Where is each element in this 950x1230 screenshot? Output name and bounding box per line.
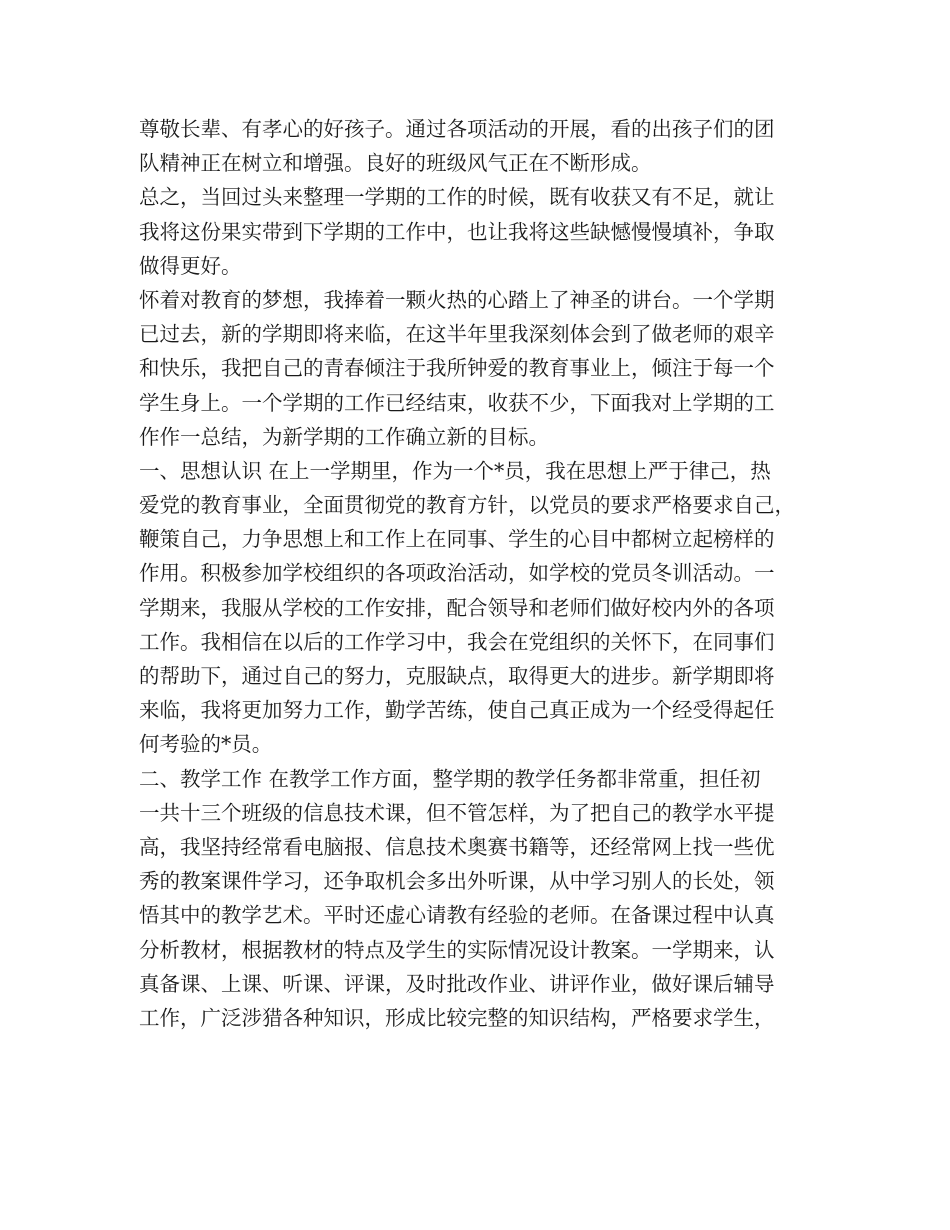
text-line: 队精神正在树立和增强。良好的班级风气正在不断形成。 <box>139 151 652 176</box>
text-line: 已过去，新的学期即将来临，在这半年里我深刻体会到了做老师的艰辛 <box>139 322 775 347</box>
text-line: 工作，广泛涉猎各种知识，形成比较完整的知识结构，严格要求学生， <box>139 1005 775 1030</box>
text-line: 鞭策自己，力争思想上和工作上在同事、学生的心目中都树立起榜样的 <box>139 527 775 552</box>
text-line: 爱党的教育事业，全面贯彻党的教育方针，以党员的要求严格要求自己， <box>139 493 795 518</box>
text-line: 高，我坚持经常看电脑报、信息技术奥赛书籍等，还经常网上找一些优 <box>139 834 775 859</box>
text-line: 的帮助下，通过自己的努力，克服缺点，取得更大的进步。新学期即将 <box>139 664 775 688</box>
text-line: 来临，我将更加努力工作，勤学苦练，使自己真正成为一个经受得起任 <box>139 698 775 723</box>
text-line: 工作。我相信在以后的工作学习中，我会在党组织的关怀下，在同事们 <box>139 629 775 654</box>
text-line: 何考验的*员。 <box>139 732 273 757</box>
text-line: 尊敬长辈、有孝心的好孩子。通过各项活动的开展，看的出孩子们的团 <box>139 117 775 141</box>
text-line: 一、思想认识 在上一学期里，作为一个*员，我在思想上严于律己，热 <box>139 458 771 483</box>
text-line: 分析教材，根据教材的特点及学生的实际情况设计教案。一学期来，认 <box>139 937 775 962</box>
text-line: 学期来，我服从学校的工作安排，配合领导和老师们做好校内外的各项 <box>139 595 775 620</box>
text-line: 做得更好。 <box>139 253 242 278</box>
text-line: 和快乐，我把自己的青春倾注于我所钟爱的教育事业上，倾注于每一个 <box>139 356 775 381</box>
text-line: 一共十三个班级的信息技术课，但不管怎样，为了把自己的教学水平提 <box>139 800 775 825</box>
text-line: 作用。积极参加学校组织的各项政治活动，如学校的党员冬训活动。一 <box>139 561 775 586</box>
text-line: 秀的教案课件学习，还争取机会多出外听课，从中学习别人的长处，领 <box>139 869 775 894</box>
body-text <box>139 112 829 1035</box>
text-line: 学生身上。一个学期的工作已经结束，收获不少，下面我对上学期的工 <box>139 390 775 415</box>
text-line: 我将这份果实带到下学期的工作中，也让我将这些缺憾慢慢填补，争取 <box>139 219 775 244</box>
text-line: 悟其中的教学艺术。平时还虚心请教有经验的老师。在备课过程中认真 <box>139 903 775 928</box>
text-line: 作作一总结，为新学期的工作确立新的目标。 <box>139 424 549 449</box>
text-line: 真备课、上课、听课、评课，及时批改作业、讲评作业，做好课后辅导 <box>139 971 775 996</box>
text-line: 总之，当回过头来整理一学期的工作的时候，既有收获又有不足，就让 <box>139 185 775 210</box>
text-line: 怀着对教育的梦想，我捧着一颗火热的心踏上了神圣的讲台。一个学期 <box>139 287 775 312</box>
text-line: 二、教学工作 在教学工作方面，整学期的教学任务都非常重，担任初 <box>139 766 761 791</box>
